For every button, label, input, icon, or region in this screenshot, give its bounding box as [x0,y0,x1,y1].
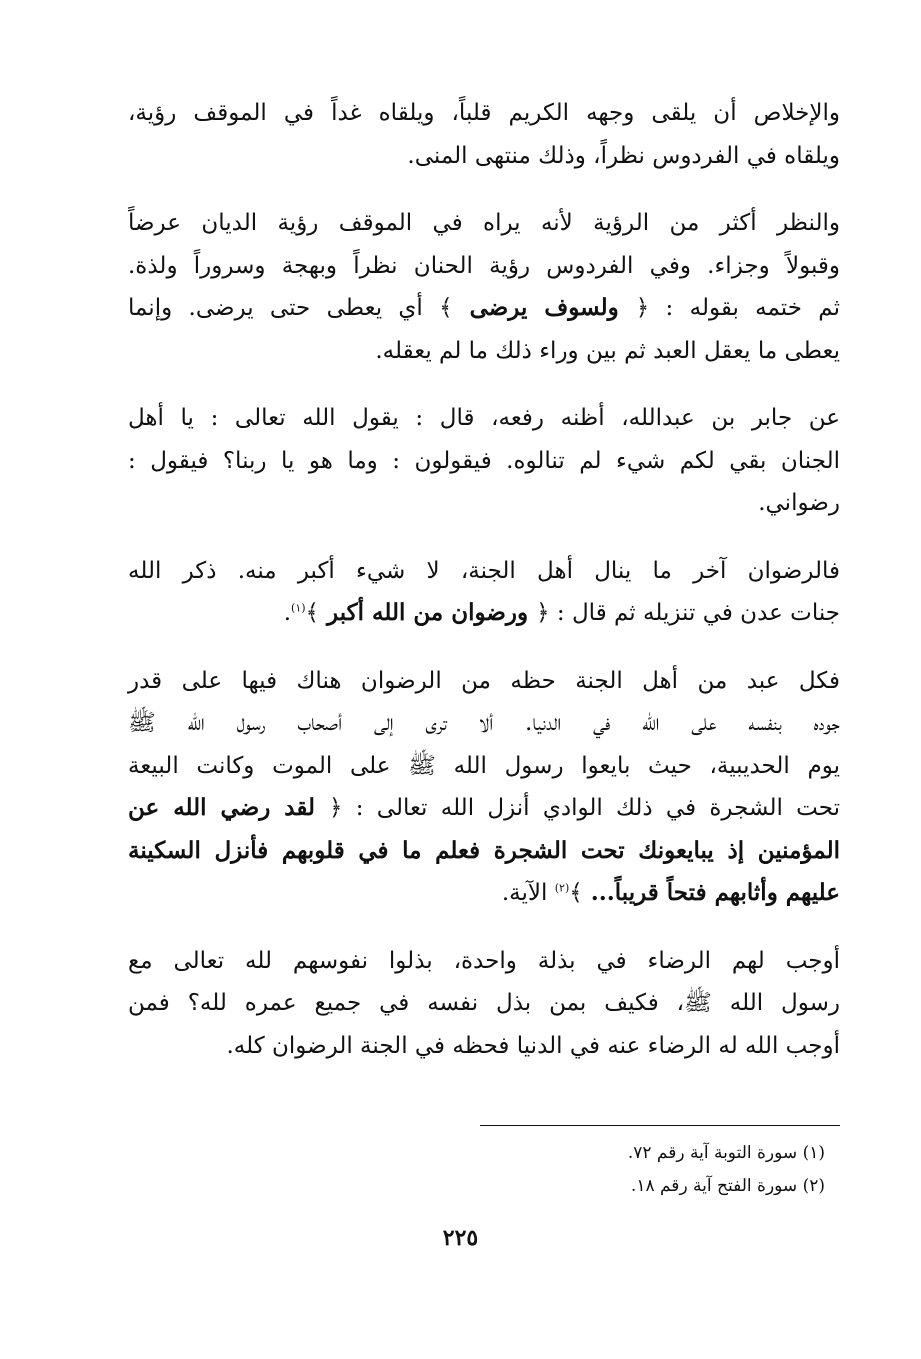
text-segment: ثم ختمه بقوله : ﴿ [635,295,840,321]
footnote-2: (٢) سورة الفتح آية رقم ١٨. [630,1176,825,1196]
text-line: والإخلاص أن يلقى وجهه الكريم قلباً، ويلقاه غداً في الموقف رؤية، [128,100,841,126]
text-line: وقبولاً وجزاء. وفي الفردوس رؤية الحنان نظراً وبهجة وسروراً ولذة. [128,252,840,279]
footnote-1: (١) سورة التوبة آية رقم ٧٢. [627,1143,825,1163]
text-line: الجنان بقي لكم شيء لم تنالوه. فيقولون : وما هو يا ربنا؟ فيقول : [128,447,840,474]
paragraph-2 [128,202,840,372]
paragraph-6 [128,940,840,1068]
quran-quote-line: المؤمنين إذ يبايعونك تحت الشجرة فعلم ما في قلوبهم فأنزل السكينة [128,836,840,864]
page-number: ٢٢٥ [442,1225,479,1251]
text-line [128,592,840,635]
quran-quote: ولسوف يرضى [452,294,636,321]
page-body [128,92,840,1092]
text-segment: ﴾ [305,600,320,626]
text-line [128,872,840,915]
paragraph-1 [128,92,840,177]
text-line: رسول الله ﷺ، فكيف بمن بذل نفسه في جميع عمره لله؟ فمن [128,990,840,1016]
text-segment: ﴾ أي يعطى حتى يرضى. وإنما [128,295,453,321]
text-line: أوجب الله له الرضاء عنه في الدنيا فحظه في الجنة الرضوان كله. [226,1032,840,1059]
text-line: جوده بنفسه على الله في الدنيا. ألا ترى إلى أصحاب رسول الله ﷺ [128,710,840,736]
text-line: ويلقاه في الفردوس نظراً، وذلك منتهى المنى. [407,142,840,169]
footnote-ref: (١) [291,601,306,615]
text-line: فالرضوان آخر ما ينال أهل الجنة، لا شيء أكبر منه. ذكر الله [128,557,840,584]
quran-quote: عليهم وأثابهم فتحاً قريباً... [582,879,840,906]
text-segment: جنات عدن في تنزيله ثم قال : ﴿ [536,600,840,626]
footnote-ref: (٢) [554,881,570,895]
footnote-divider [480,1125,840,1126]
paragraph-5 [128,660,840,915]
quran-quote: ورضوان من الله أكبر [319,599,537,626]
paragraph-3 [128,397,840,525]
text-line: يوم الحديبية، حيث بايعوا رسول الله ﷺ على الموت وكانت البيعة [128,752,840,779]
text-line: رضواني. [758,490,840,516]
paragraph-4 [128,550,840,635]
text-line: أوجب لهم الرضاء في بذلة واحدة، بذلوا نفوسهم لله تعالى مع [128,947,840,974]
text-line: يعطى ما يعقل العبد ثم بين وراء ذلك ما لم يعقله. [375,337,840,364]
text-segment: تحت الشجرة في ذلك الوادي أنزل الله تعالى : ﴿ [329,795,840,821]
text-line: فكل عبد من أهل الجنة حظه من الرضوان هناك فيها على قدر [128,667,840,694]
text-line: عن جابر بن عبدالله، أظنه رفعه، قال : يقول الله تعالى : يا أهل [128,405,840,431]
text-line [128,787,840,830]
text-line: والنظر أكثر من الرؤية لأنه يراه في الموقف رؤية الديان عرضاً [128,210,840,236]
text-segment: ﴾ [569,880,583,906]
text-segment: الآية. [501,880,555,906]
text-line [128,287,840,330]
footnotes [480,1137,825,1203]
quran-quote: لقد رضي الله عن [128,794,329,821]
text-segment: . [283,600,292,626]
